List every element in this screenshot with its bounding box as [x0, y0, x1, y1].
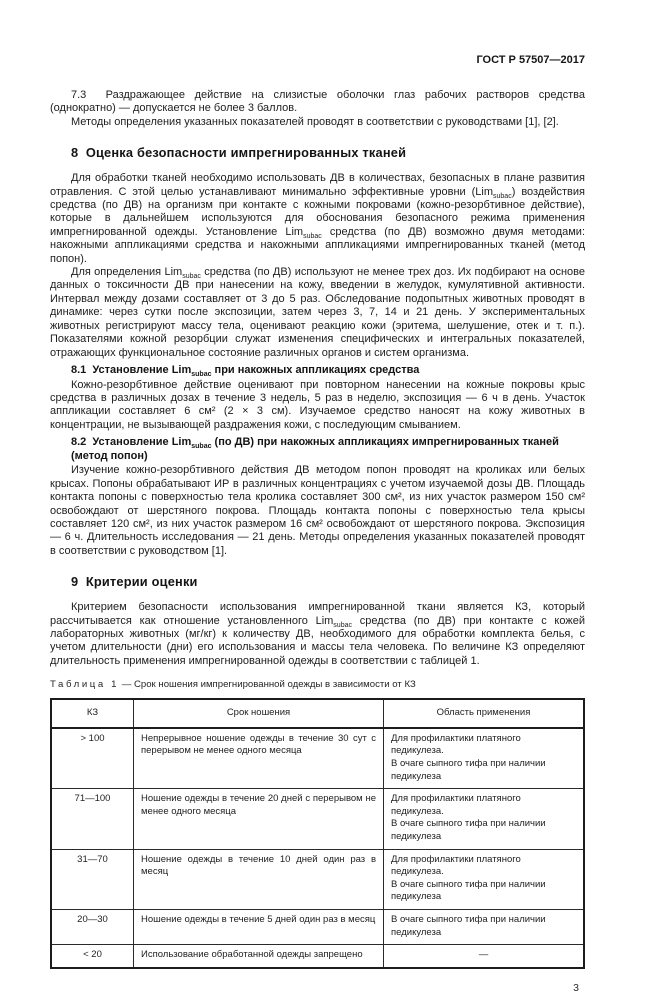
page-number: 3 — [573, 981, 579, 994]
subsection-heading: 8.1 Установление Lim$_{subac}$ при накожных аппликациях средства — [71, 363, 420, 379]
paragraph: Изучение кожно-резорбтивного действия ДВ методом попон проводят на кроликах или белых крысах. Попоны обрабатывают ИР в различных концентрациях с учетом изучаемой дозы ДВ. Площадь контакта попоны с поверхностью тела кролика составляет 300 см², из них участок размером 150 см² освобождают от шерстяного покрова. Площадь контакта попоны с поверхностью тела крысы составляет 120 см², из них участок размером 16 см² освобождают от шерстяного покрова. Экспозиция — 6 ч. Длительность исследования — 21 день. Методы определения указанных показателей проводят в соответствии с руководством [1]. — [50, 464, 585, 557]
application-area-line: Для профилактики платяного педикулеза. — [391, 853, 521, 878]
application-area-line: В очаге сыпного тифа при наличии педикулеза — [391, 818, 546, 842]
wear-term-cell: Ношение одежды в течение 10 дней один раз в месяц — [134, 849, 384, 909]
wear-term-cell: Использование обработанной одежды запрещено — [134, 945, 384, 968]
application-area-cell — [384, 849, 585, 909]
table-row — [51, 945, 584, 968]
table-row — [51, 849, 584, 909]
wear-term-cell: Непрерывное ношение одежды в течение 30 сут с перерывом не менее одного месяца — [134, 728, 384, 789]
application-area-line: Для профилактики платяного педикулеза. — [391, 732, 521, 757]
paragraph: 7.3 Раздражающее действие на слизистые оболочки глаз рабочих растворов средства (однократно) — допускается не более 3 баллов. — [50, 89, 585, 115]
application-area-cell — [384, 789, 585, 849]
subsection-heading: 8.2 Установление Lim$_{subac}$ (по ДВ) при накожных аппликациях импрегнированных тканей (метод попон) — [71, 436, 559, 462]
kz-value-cell: 71—100 — [51, 789, 134, 849]
kz-value-cell: > 100 — [51, 728, 134, 789]
wear-term-cell: Ношение одежды в течение 20 дней с перерывом не менее одного месяца — [134, 789, 384, 849]
application-area-line: — — [478, 949, 489, 961]
application-area-line: Для профилактики платяного педикулеза. — [391, 793, 521, 817]
kz-value-cell: < 20 — [51, 945, 134, 968]
document-code: ГОСТ Р 57507—2017 — [476, 54, 585, 66]
kz-value-cell: 20—30 — [51, 909, 134, 944]
section-heading: 8 Оценка безопасности импрегнированных тканей — [71, 145, 407, 161]
table-header-cell: КЗ — [51, 699, 134, 728]
paragraph: Кожно-резорбтивное действие оценивают при повторном нанесении на кожные покровы крыс средства в различных дозах в течение 3 недель, 5 раз в неделю, экспозиция — 6 ч в день. Участок аппликации составляет 6 см² (2 × 3 см). Изучаемое средство наносят на кожу животных в концентрации, не вызывающей раздражения кожи, с последующим смыванием. — [50, 378, 585, 431]
table-row — [51, 789, 584, 849]
section-heading: 9 Критерии оценки — [71, 574, 198, 590]
document-body — [50, 89, 585, 969]
wear-duration-table — [50, 698, 585, 969]
application-area-cell — [384, 728, 585, 789]
table-header-cell: Срок ношения — [134, 699, 384, 728]
paragraph: Для обработки тканей необходимо использовать ДВ в количествах, безопасных в плане развития отравления. С этой целью устанавливают минимально эффективные уровни (Lim$_{subac}$) воздействия средства (по ДВ) на организм при контакте с кожными покровами (кожно-резорбтивное действие), которые в дальнейшем используются для обоснования безопасного режима применения импрегнированной одежды. Установление Lim$_{subac}$ средства (по ДВ) возможно двумя методами: накожными аппликациями средства и накожными аппликациями импрегнированных тканей (метод попон). — [50, 172, 585, 265]
wear-term-cell: Ношение одежды в течение 5 дней один раз в месяц — [134, 909, 384, 944]
application-area-line: В очаге сыпного тифа при наличии педикулеза — [391, 757, 546, 782]
table-row — [51, 909, 584, 944]
application-area-cell — [384, 909, 585, 944]
paragraph: Для определения Lim$_{subac}$ средства (по ДВ) используют не менее трех доз. Их подбирают на основе данных о токсичности ДВ при нанесении на кожу, введении в желудок, кумулятивной активности. Интервал между дозами составляет от 3 до 5 раз. Обследование подопытных животных проводят в динамике: через сутки после экспозиции, затем через 3, 7, 14 и 21 день. У экспериментальных животных регистрируют массу тела, оценивают реакцию кожи (эритема, шелушение, отек и т. п.). Показателями кожной резорбции служат изменения специфических и интегральных показателей, отражающих функциональное состояние различных органов и систем организма. — [50, 266, 585, 359]
application-area-line: В очаге сыпного тифа при наличии педикулеза — [391, 878, 546, 903]
paragraph: Критерием безопасности использования импрегнированной ткани является КЗ, который рассчитывается как отношение установленного Lim$_{subac}$ средства (по ДВ) при контакте с кожей лабораторных животных (мг/кг) к количеству ДВ, необходимого для обработки комплекта белья, с учетом длительности (дни) его использования и массы тела человека. По величине КЗ определяют длительность применения импрегнированной одежды в соответствии с таблицей 1. — [50, 601, 585, 667]
paragraph: Методы определения указанных показателей проводят в соответствии с руководствами [1], [2]. — [71, 115, 559, 128]
application-area-line: В очаге сыпного тифа при наличии педикулеза — [391, 913, 546, 938]
table-header-cell: Область применения — [384, 699, 585, 728]
application-area-cell — [384, 945, 585, 968]
table-header-row — [51, 699, 584, 728]
table-row — [51, 728, 584, 789]
table-caption: Таблица 1 — Срок ношения импрегнированной одежды в зависимости от КЗ — [50, 679, 416, 691]
kz-value-cell: 31—70 — [51, 849, 134, 909]
